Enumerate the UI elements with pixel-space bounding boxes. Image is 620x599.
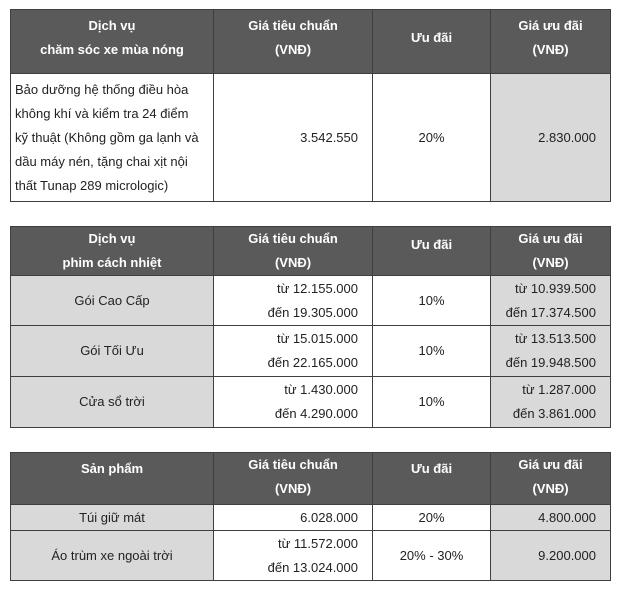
- package-name: Gói Cao Cấp: [11, 276, 214, 326]
- col-header-sale-price: Giá ưu đãi (VNĐ): [491, 453, 611, 505]
- col-header-service: Dịch vụ chăm sóc xe mùa nóng: [11, 10, 214, 74]
- discount: 10%: [373, 377, 491, 428]
- discount: 20% - 30%: [373, 531, 491, 581]
- col-header-discount: Ưu đãi: [373, 227, 491, 276]
- col-header-sale-price: Giá ưu đãi (VNĐ): [491, 10, 611, 74]
- products-table: [10, 452, 611, 581]
- discount: 10%: [373, 326, 491, 377]
- col-header-standard-price: Giá tiêu chuẩn (VNĐ): [214, 10, 373, 74]
- col-header-standard-price: Giá tiêu chuẩn (VNĐ): [214, 453, 373, 505]
- col-header-product: Sản phẩm: [11, 453, 214, 505]
- standard-price: từ 12.155.000 đến 19.305.000: [214, 276, 373, 326]
- table-row: [11, 377, 611, 428]
- package-name: Gói Tối Ưu: [11, 326, 214, 377]
- table-row: [11, 276, 611, 326]
- col-header-service: Dịch vụ phim cách nhiệt: [11, 227, 214, 276]
- discount: 20%: [373, 505, 491, 531]
- sale-price: từ 1.287.000 đến 3.861.000: [491, 377, 611, 428]
- discount: 10%: [373, 276, 491, 326]
- table-header-row: [11, 453, 611, 505]
- table-row: [11, 505, 611, 531]
- discount: 20%: [373, 74, 491, 202]
- col-header-discount: Ưu đãi: [373, 10, 491, 74]
- standard-price: từ 15.015.000 đến 22.165.000: [214, 326, 373, 377]
- standard-price: 6.028.000: [214, 505, 373, 531]
- table-row: [11, 74, 611, 202]
- standard-price: từ 1.430.000 đến 4.290.000: [214, 377, 373, 428]
- col-header-standard-price: Giá tiêu chuẩn (VNĐ): [214, 227, 373, 276]
- sale-price: 9.200.000: [491, 531, 611, 581]
- table-row: [11, 326, 611, 377]
- summer-care-table: [10, 9, 611, 202]
- table-row: [11, 531, 611, 581]
- product-name: Túi giữ mát: [11, 505, 214, 531]
- sale-price: từ 13.513.500 đến 19.948.500: [491, 326, 611, 377]
- window-film-table: [10, 226, 611, 428]
- sale-price: 4.800.000: [491, 505, 611, 531]
- sale-price: từ 10.939.500 đến 17.374.500: [491, 276, 611, 326]
- table-header-row: [11, 10, 611, 74]
- col-header-sale-price: Giá ưu đãi (VNĐ): [491, 227, 611, 276]
- standard-price: 3.542.550: [214, 74, 373, 202]
- package-name: Cửa sổ trời: [11, 377, 214, 428]
- col-header-discount: Ưu đãi: [373, 453, 491, 505]
- service-name: Bảo dưỡng hệ thống điều hòa không khí và kiểm tra 24 điểm kỹ thuật (Không gồm ga lạnh và dầu máy nén, tặng chai xịt nội thất Tunap 289 micrologic): [11, 74, 214, 202]
- sale-price: 2.830.000: [491, 74, 611, 202]
- standard-price: từ 11.572.000 đến 13.024.000: [214, 531, 373, 581]
- product-name: Áo trùm xe ngoài trời: [11, 531, 214, 581]
- table-header-row: [11, 227, 611, 276]
